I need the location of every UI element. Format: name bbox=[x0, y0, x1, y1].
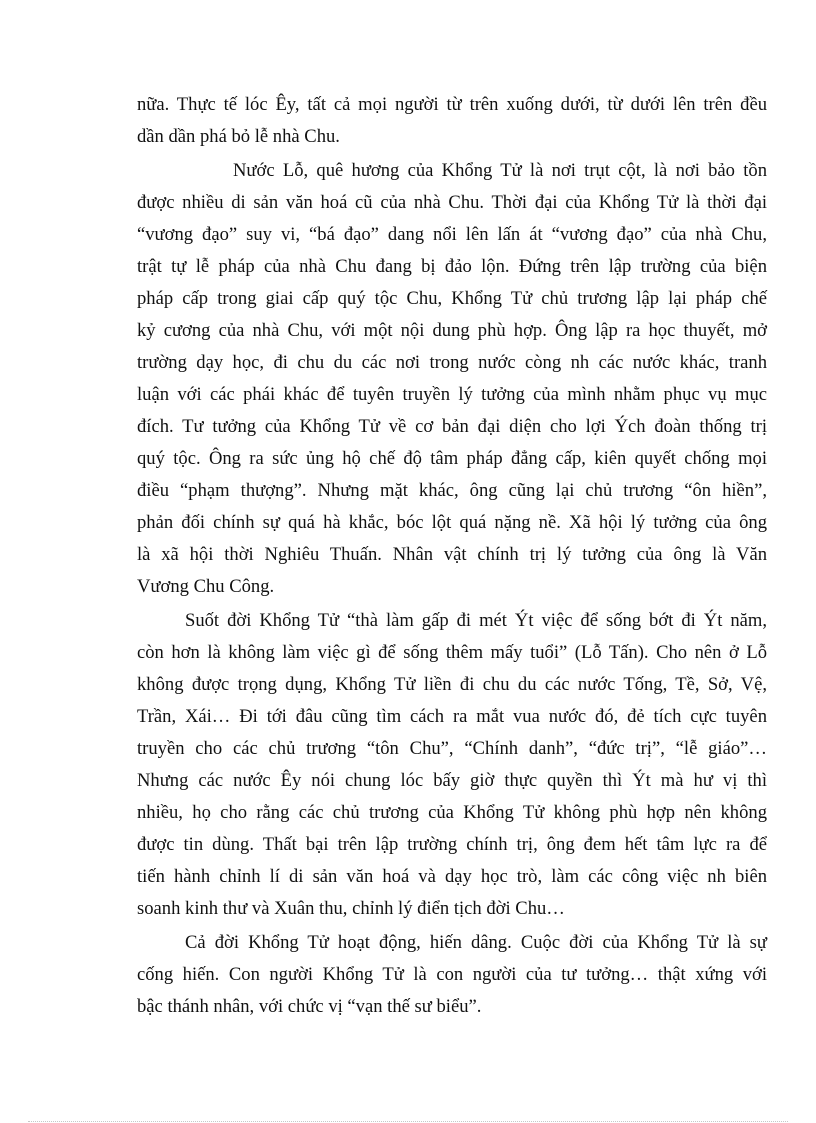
text-line: truyền cho các chủ trương “tôn Chu”, “Chính danh”, “đức trị”, “lễ giáo”… bbox=[137, 738, 767, 759]
text-line: Cả đời Khổng Tử hoạt động, hiến dâng. Cuộc đời của Khổng Tử là sự bbox=[185, 932, 767, 953]
text-line: soanh kinh thư và Xuân thu, chỉnh lý điển tịch đời Chu… bbox=[137, 898, 565, 919]
text-line: luận với các phái khác để tuyên truyền lý tưởng của mình nhằm phục vụ mục bbox=[137, 384, 767, 405]
text-line: không được trọng dụng, Khổng Tử liền đi chu du các nước Tống, Tề, Sở, Vệ, bbox=[137, 674, 767, 695]
text-line: điều “phạm thượng”. Nhưng mặt khác, ông cũng lại chủ trương “ôn hiền”, bbox=[137, 480, 767, 501]
text-line: Nước Lỗ, quê hương của Khổng Tử là nơi trụt cột, là nơi bảo tồn bbox=[233, 160, 767, 181]
text-line: Vương Chu Công. bbox=[137, 576, 275, 597]
text-line: tiến hành chỉnh lí di sản văn hoá và dạy học trò, làm các công việc nh biên bbox=[137, 866, 767, 887]
text-line: trường dạy học, đi chu du các nơi trong nước còng nh các nước khác, tranh bbox=[137, 352, 767, 373]
text-line: pháp cấp trong giai cấp quý tộc Chu, Khổng Tử chủ trương lập lại pháp chế bbox=[137, 288, 767, 309]
text-line: cống hiến. Con người Khổng Tử là con người của tư tưởng… thật xứng với bbox=[137, 964, 767, 985]
text-line: Nhưng các nước Êy nói chung lóc bấy giờ thực quyền thì Ýt mà hư vị thì bbox=[137, 770, 767, 791]
text-line: Suốt đời Khổng Tử “thà làm gấp đi mét Ýt việc để sống bớt đi Ýt năm, bbox=[185, 610, 767, 631]
text-line: kỷ cương của nhà Chu, với một nội dung phù hợp. Ông lập ra học thuyết, mở bbox=[137, 320, 767, 341]
text-line: đích. Tư tưởng của Khổng Tử về cơ bản đại diện cho lợi Ých đoàn thống trị bbox=[137, 416, 767, 437]
text-line: là xã hội thời Nghiêu Thuấn. Nhân vật chính trị lý tưởng của ông là Văn bbox=[137, 544, 767, 565]
text-line: được nhiều di sản văn hoá cũ của nhà Chu. Thời đại của Khổng Tử là thời đại bbox=[137, 192, 767, 213]
text-line: dần dần phá bỏ lễ nhà Chu. bbox=[137, 126, 340, 147]
text-line: quý tộc. Ông ra sức ủng hộ chế độ tâm pháp đẳng cấp, kiên quyết chống mọi bbox=[137, 448, 767, 469]
page-bottom-border bbox=[28, 1121, 788, 1122]
text-line: “vương đạo” suy vi, “bá đạo” dang nổi lên lấn át “vương đạo” của nhà Chu, bbox=[137, 224, 767, 245]
text-line: được tin dùng. Thất bại trên lập trường chính trị, ông đem hết tâm lực ra để bbox=[137, 834, 767, 855]
text-line: còn hơn là không làm việc gì để sống thêm mấy tuổi” (Lỗ Tấn). Cho nên ở Lỗ bbox=[137, 642, 767, 663]
text-line: Trần, Xái… Đi tới đâu cũng tìm cách ra mắt vua nước đó, đẻ tích cực tuyên bbox=[137, 706, 767, 727]
text-line: nhiều, họ cho rằng các chủ trương của Khổng Tử không phù hợp nên không bbox=[137, 802, 767, 823]
text-line: phản đối chính sự quá hà khắc, bóc lột quá nặng nề. Xã hội lý tưởng của ông bbox=[137, 512, 767, 533]
text-line: bậc thánh nhân, với chức vị “vạn thế sư biểu”. bbox=[137, 996, 482, 1017]
text-line: trật tự lễ pháp của nhà Chu đang bị đảo lộn. Đứng trên lập trường của biện bbox=[137, 256, 767, 277]
text-line: nữa. Thực tế lóc Êy, tất cả mọi người từ trên xuống dưới, từ dưới lên trên đều bbox=[137, 94, 767, 115]
